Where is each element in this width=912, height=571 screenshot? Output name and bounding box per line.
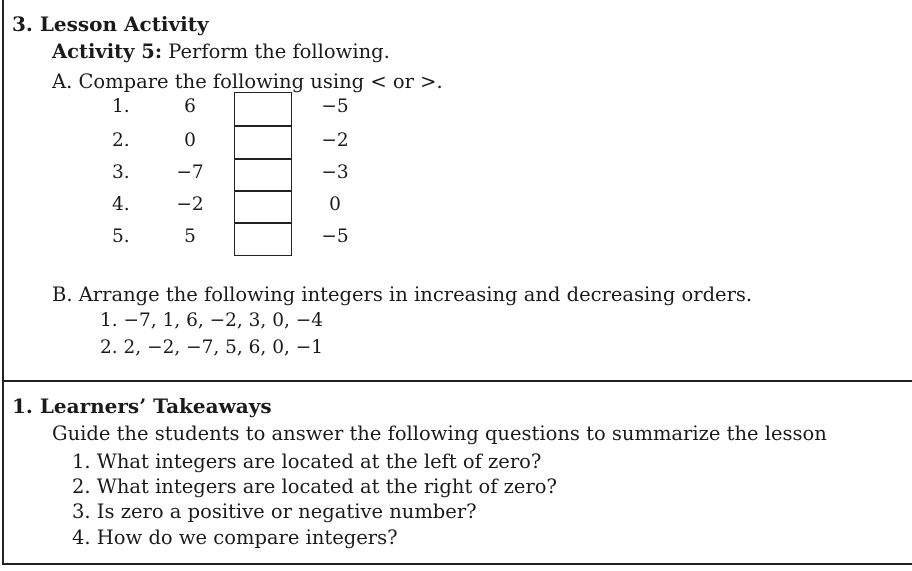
compare-num-5: 5. [112, 226, 130, 247]
takeaway-question-3: 3. Is zero a positive or negative number? [72, 500, 477, 523]
compare-right-5: −5 [321, 226, 349, 247]
activity-label: Activity 5: [52, 40, 163, 63]
compare-right-4: 0 [329, 194, 341, 215]
section-divider [2, 380, 912, 382]
takeaway-question-2: 2. What integers are located at the right of zero? [72, 475, 557, 498]
compare-right-3: −3 [321, 162, 349, 183]
answer-box-3[interactable] [234, 158, 292, 192]
answer-box-5[interactable] [234, 222, 292, 256]
compare-num-3: 3. [112, 162, 130, 183]
takeaway-question-1: 1. What integers are located at the left of zero? [72, 450, 542, 473]
answer-box-2[interactable] [234, 126, 292, 160]
answer-box-1[interactable] [234, 92, 292, 126]
compare-right-2: −2 [321, 130, 349, 151]
activity-text: Perform the following. [162, 40, 390, 63]
compare-left-4: −2 [176, 194, 204, 215]
answer-box-4[interactable] [234, 190, 292, 224]
takeaways-heading: 1. Learners’ Takeaways [12, 394, 272, 418]
compare-left-5: 5 [184, 226, 196, 247]
compare-num-4: 4. [112, 194, 130, 215]
compare-right-1: −5 [321, 96, 349, 117]
arrange-item-2: 2. 2, −2, −7, 5, 6, 0, −1 [100, 337, 323, 358]
activity-line [52, 40, 390, 63]
takeaway-question-4: 4. How do we compare integers? [72, 526, 398, 549]
compare-left-1: 6 [184, 96, 196, 117]
lesson-activity-heading: 3. Lesson Activity [12, 12, 209, 36]
compare-left-3: −7 [176, 162, 204, 183]
compare-left-2: 0 [184, 130, 196, 151]
arrange-item-1: 1. −7, 1, 6, −2, 3, 0, −4 [100, 310, 323, 331]
takeaways-intro: Guide the students to answer the following questions to summarize the lesson [52, 422, 827, 445]
part-b-instruction: B. Arrange the following integers in increasing and decreasing orders. [52, 283, 753, 306]
part-a-instruction: A. Compare the following using < or >. [52, 70, 443, 93]
compare-num-2: 2. [112, 130, 130, 151]
compare-num-1: 1. [112, 96, 130, 117]
